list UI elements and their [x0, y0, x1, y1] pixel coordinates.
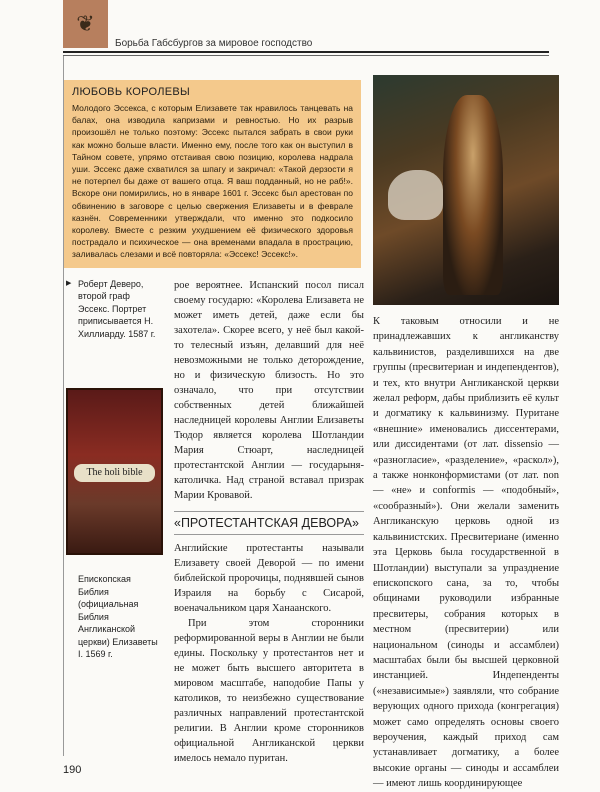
chapter-logo-icon: ❦ — [63, 0, 108, 48]
paragraph: К таковым относили и не принадлежавших к англиканству кальвинистов, разделившихся на две группы (пресвитериан и индепендентов), и тех, кто внутри Англиканской церкви желал реформ, дабы приблизить её культ и догматику к кальвинизму. Пуритане «внешние» именовались диссентерами, или диссидентами (от лат. dissensio — «разногласие», «разделение», «раскол»), а также нонконформистами (от лат. non — «не» и conformis — «подобный», «сообразный»). Они желали заменить Англиканскую церковь одной из кальвинистских. Пресвитериане (именно эта Церковь была государственной в Шотландии) выступали за упразднение епископского сана, за то, чтобы общинами руководили избранные пресвитеры, собрания которых в местном (пресвитерии) или национальном (синоды и ассамблеи) масштабах были бы высшей церковной инстанцией. Индепенденты («независимые») заявляли, что собрание верующих одного прихода (конгрегация) может само определять основы своего вероучения, каждый приход сам устанавливает догматику, а более высокие органы — синоды и ассамблеи — имеют лишь координирующее — [373, 316, 559, 790]
paragraph: Английские протестанты называли Елизавету своей Деворой — по имени библейской пророчицы, поднявшей сынов Израиля на борьбу с Сисарой, военачальником царя Ханаанского. — [174, 542, 364, 614]
portrait-figure — [443, 95, 503, 295]
sidebar-box — [64, 80, 361, 268]
running-title: Борьба Габсбургов за мировое господство — [115, 38, 313, 49]
caption-column — [64, 278, 163, 766]
portrait-background-detail — [388, 170, 443, 220]
section-heading: «ПРОТЕСТАНТСКАЯ ДЕВОРА» — [174, 511, 364, 535]
bible-image — [66, 388, 163, 555]
header-rule-thin — [63, 55, 549, 56]
essex-portrait-image — [373, 75, 559, 305]
header-rule — [63, 51, 549, 53]
sidebar-box-text: Молодого Эссекса, с которым Елизавете так нравилось танцевать на балах, она изводила капризами и ревностью. Но их разрыв произошёл не только поэтому: Эссекс пытался забрать в свои руки как можно больше власти. Именно ему, после того как он выступил в Тайном совете, упрямо отстаивая свою позицию, королева надрала уши. Эссекс даже схватился за шпагу и закричал: «Такой дерзости я не потерпел бы даже от вашего отца. Я ваш подданный, но не раб!». Вскоре они помирились, но в январе 1601 г. Эссекс был арестован по обвинению в заговоре с целью свержения Елизаветы и в феврале казнён. Современники утверждали, что именно это подкосило королеву. Вместе с резким ухудшением её физического здоровья пострадало и психическое — она временами впадала в прострацию, заливалась слезами и всё повторяла: «Эссекс! Эссекс!». — [72, 103, 353, 260]
caption-pointer-icon: ▶ — [66, 278, 72, 287]
page-number: 190 — [63, 764, 82, 776]
bible-caption: Епископская Библия (официальная Библия Англиканской церкви) Елизаветы I. 1569 г. — [78, 574, 158, 660]
sidebar-box-title: ЛЮБОВЬ КОРОЛЕВЫ — [72, 86, 191, 98]
portrait-caption: Роберт Деверо, второй граф Эссекс. Портрет приписывается Н. Хиллиарду. 1587 г. — [78, 278, 156, 339]
right-column-text — [373, 314, 559, 792]
right-content — [373, 75, 559, 792]
left-columns — [64, 278, 364, 766]
middle-column-text — [174, 278, 364, 766]
paragraph: рое вероятнее. Испанский посол писал своему государю: «Королева Елизавета не может иметь детей, даже если бы захотела». Скорее всего, у неё был какой-то телесный изъян, делавший для неё невозможными не только деторождение, но и физическую близость. Но это означало, что при отсутствии собственных детей ближайшей наследницей королевы Англии Елизаветы Тюдор является королева Шотландии Мария Стюарт, наследницей протестантской Англии — государыня-католичка. Над страной вставал призрак Марии Кровавой. — [174, 279, 364, 501]
bible-title-label: The holi bible — [74, 464, 155, 482]
left-content — [64, 80, 364, 766]
paragraph: При этом сторонники реформированной веры в Англии не были едины. Поскольку у протестантов нет и не может быть высшего авторитета в мировом масштабе, наподобие Папы у католиков, то неизбежно существование различных направлений протестантской религии. В Англии кроме сторонников официальной Англиканской церкви имелось немало пуритан. — [174, 617, 364, 764]
